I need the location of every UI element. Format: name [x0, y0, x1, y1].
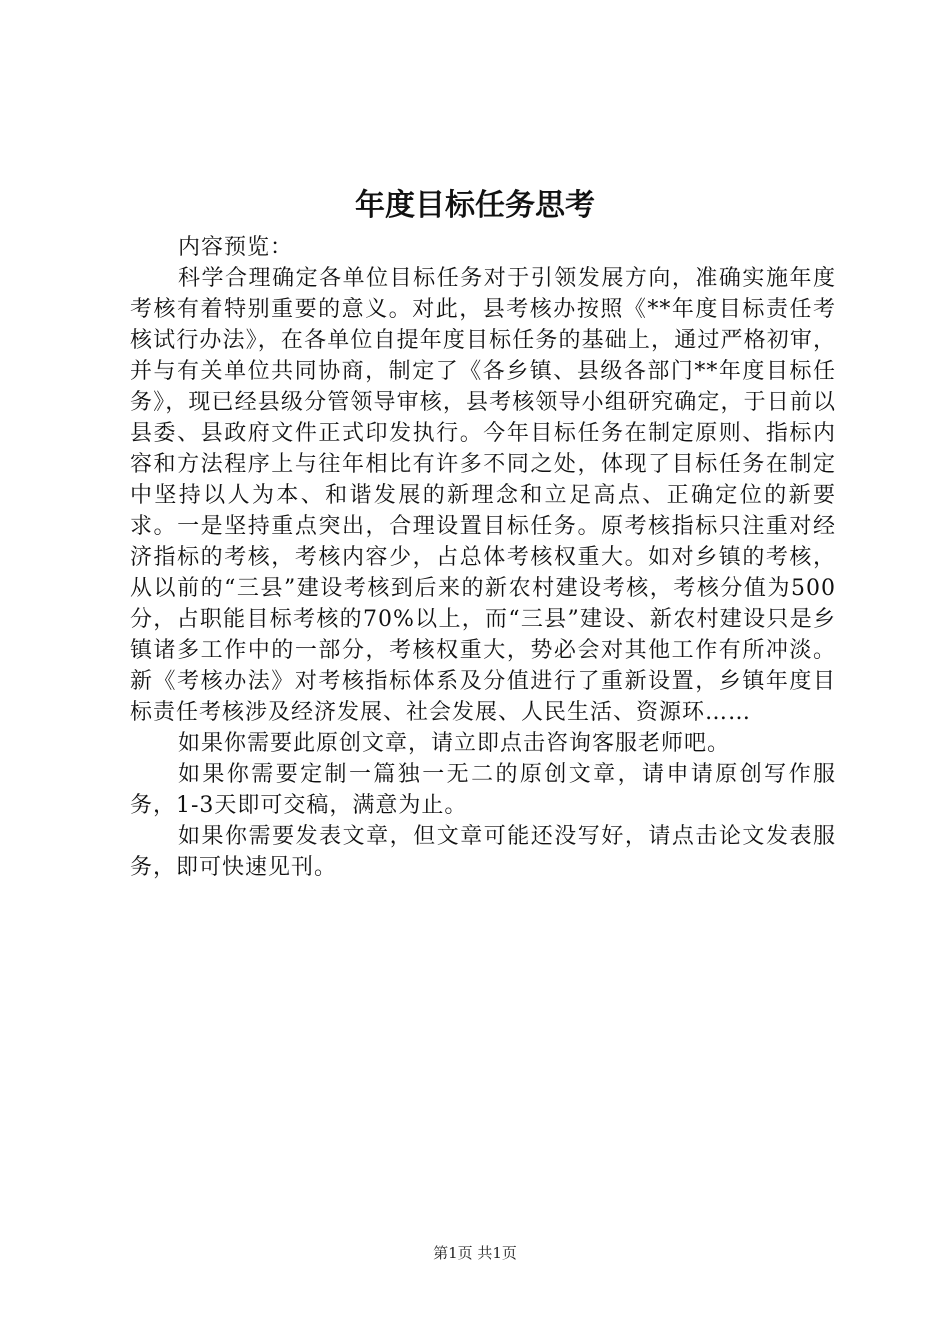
consult-service-paragraph: 如果你需要此原创文章，请立即点击咨询客服老师吧。 [178, 731, 731, 756]
content-paragraph: 科学合理确定各单位目标任务对于引领发展方向，准确实施年度考核有着特别重要的意义。对此，县考核办按照《**年度目标责任考核试行办法》，在各单位自提年度目标任务的基础上，通过严格初审，并与有关单位共同协商，制定了《各乡镇、县级各部门**年度目标任务》，现已经县级分管领导审核，县考核领导小组研究确定，于日前以县委、县政府文件正式印发执行。今年目标任务在制定原则、指标内容和方法程序上与往年相比有许多不同之处，体现了目标任务在制定中坚持以人为本、和谐发展的新理念和立足高点、正确定位的新要求。一是坚持重点突出，合理设置目标任务。原考核指标只注重对经济指标的考核，考核内容少，占总体考核权重大。如对乡镇的考核，从以前的“三县”建设考核到后来的新农村建设考核，考核分值为500分，占职能目标考核的70%以上，而“三县”建设、新农村建设只是乡镇诸多工作中的一部分，考核权重大，势必会对其他工作有所冲淡。新《考核办法》对考核指标体系及分值进行了重新设置，乡镇年度目标责任考核涉及经济发展、社会发展、人民生活、资源环…… [130, 266, 836, 725]
page-number-footer: 第1页 共1页 [433, 1244, 517, 1262]
document-title: 年度目标任务思考 [355, 188, 595, 223]
publishing-service-paragraph: 如果你需要发表文章，但文章可能还没写好，请点击论文发表服务，即可快速见刊。 [130, 824, 836, 880]
custom-writing-paragraph: 如果你需要定制一篇独一无二的原创文章，请申请原创写作服务，1-3天即可交稿，满意为止。 [130, 762, 836, 818]
preview-label: 内容预览： [178, 235, 294, 260]
document-body [130, 232, 836, 883]
